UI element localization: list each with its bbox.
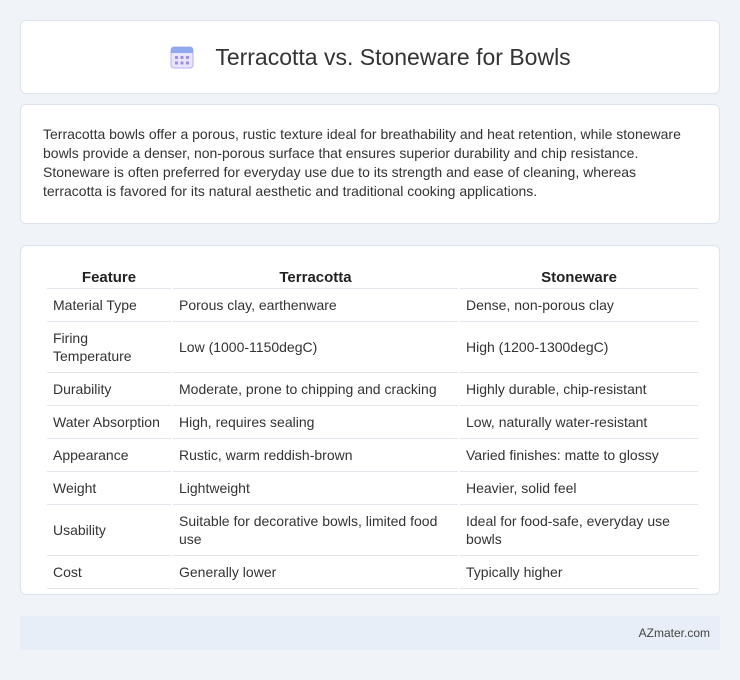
intro-text: Terracotta bowls offer a porous, rustic texture ideal for breathability and heat retention, while stoneware bowls provide a denser, non-porous surface that ensures superior durability and chip resistance. Stoneware is often preferred for everyday use due to its strength and ease of cleaning, whereas terracotta is favored for its natural aesthetic and traditional cooking applications. [43,126,681,199]
feature-cell: Firing Temperature [47,322,171,373]
stoneware-cell: High (1200-1300degC) [460,322,698,373]
table-row [47,556,698,589]
footer-source: AZmater.com [638,626,710,640]
column-header-terracotta: Terracotta [173,266,458,289]
terracotta-cell: Moderate, prone to chipping and cracking [173,373,458,406]
terracotta-cell: Rustic, warm reddish-brown [173,439,458,472]
comparison-table [45,266,700,589]
comparison-table-card [20,245,720,595]
stoneware-cell: Varied finishes: matte to glossy [460,439,698,472]
table-row [47,406,698,439]
footer [20,616,720,650]
column-header-feature: Feature [47,266,171,289]
terracotta-cell: High, requires sealing [173,406,458,439]
feature-cell: Usability [47,505,171,556]
feature-cell: Appearance [47,439,171,472]
table-row [47,505,698,556]
feature-cell: Weight [47,472,171,505]
terracotta-cell: Low (1000-1150degC) [173,322,458,373]
table-row [47,439,698,472]
stoneware-cell: Low, naturally water-resistant [460,406,698,439]
calendar-icon [169,44,195,70]
feature-cell: Material Type [47,289,171,322]
title-card [20,20,720,94]
stoneware-cell: Dense, non-porous clay [460,289,698,322]
stoneware-cell: Ideal for food-safe, everyday use bowls [460,505,698,556]
terracotta-cell: Lightweight [173,472,458,505]
terracotta-cell: Generally lower [173,556,458,589]
table-row [47,289,698,322]
table-row [47,373,698,406]
table-row [47,472,698,505]
feature-cell: Water Absorption [47,406,171,439]
terracotta-cell: Porous clay, earthenware [173,289,458,322]
terracotta-cell: Suitable for decorative bowls, limited food use [173,505,458,556]
intro-card [20,104,720,224]
column-header-stoneware: Stoneware [460,266,698,289]
stoneware-cell: Typically higher [460,556,698,589]
table-header-row [47,266,698,289]
feature-cell: Cost [47,556,171,589]
table-row [47,322,698,373]
stoneware-cell: Heavier, solid feel [460,472,698,505]
page-title: Terracotta vs. Stoneware for Bowls [215,43,571,70]
feature-cell: Durability [47,373,171,406]
stoneware-cell: Highly durable, chip-resistant [460,373,698,406]
